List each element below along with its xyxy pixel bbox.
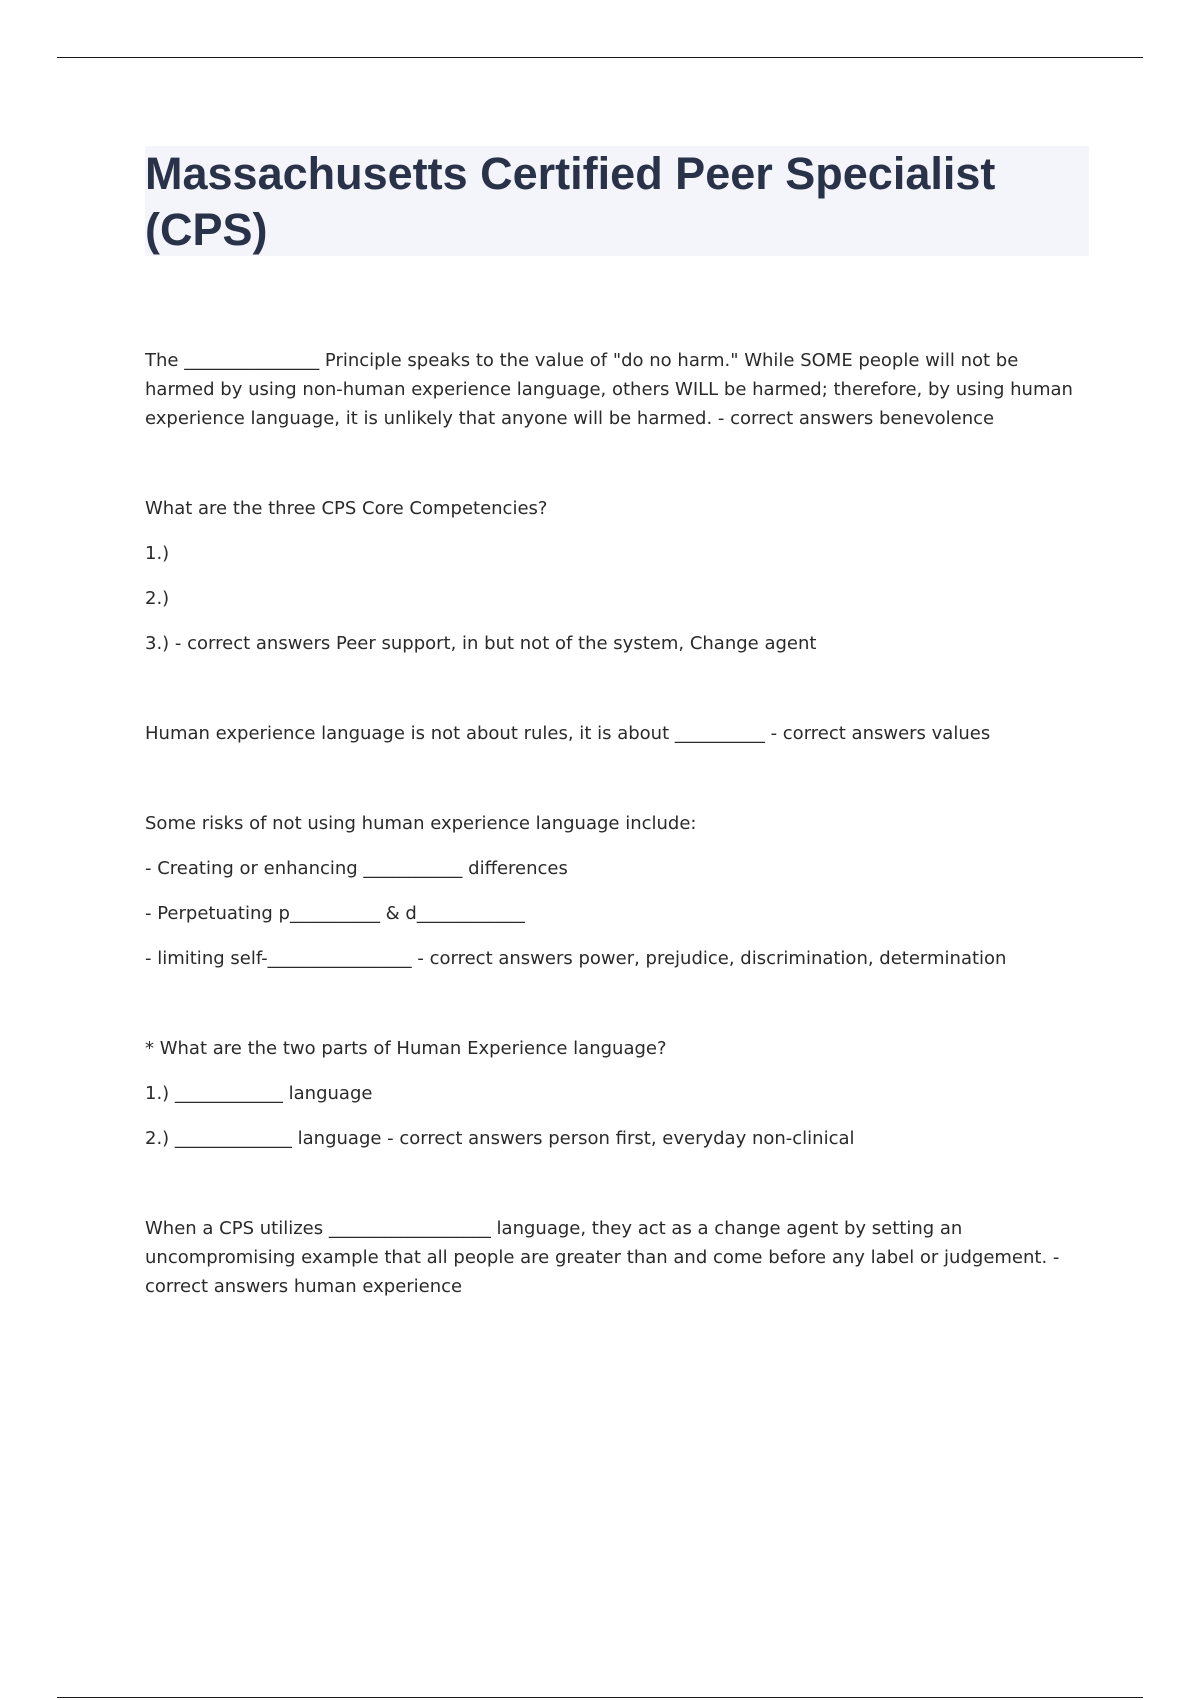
qa-line: - Creating or enhancing ___________ differences [145, 858, 568, 879]
qa-line: 3.) - correct answers Peer support, in but not of the system, Change agent [145, 633, 817, 654]
qa-question: What are the three CPS Core Competencies? [145, 498, 548, 519]
qa-item-two-parts [145, 1034, 1085, 1153]
qa-text: Human experience language is not about rules, it is about __________ - correct answers values [145, 723, 991, 744]
qa-item-benevolence [145, 346, 1085, 433]
qa-item-values [145, 719, 1085, 748]
qa-line: 2.) [145, 588, 170, 609]
qa-item-change-agent [145, 1214, 1085, 1301]
qa-text: When a CPS utilizes __________________ language, they act as a change agent by setting an uncompromising example that all people are greater than and come before any label or judgement. - correct answers human experience [145, 1218, 1060, 1297]
qa-line: - limiting self-________________ - correct answers power, prejudice, discrimination, determination [145, 948, 1007, 969]
qa-item-risks [145, 809, 1085, 973]
qa-line: 1.) ____________ language [145, 1083, 373, 1104]
bottom-divider [57, 1697, 1143, 1698]
qa-question: Some risks of not using human experience language include: [145, 813, 697, 834]
document-body [145, 346, 1085, 1362]
page-title: Massachusetts Certified Peer Specialist (CPS) [145, 148, 996, 255]
qa-line: 1.) [145, 543, 170, 564]
top-divider [57, 57, 1143, 58]
qa-item-core-competencies [145, 494, 1085, 658]
qa-line: - Perpetuating p__________ & d____________ [145, 903, 525, 924]
qa-line: 2.) _____________ language - correct answers person first, everyday non-clinical [145, 1128, 855, 1149]
qa-text: The _______________ Principle speaks to the value of "do no harm." While SOME people will not be harmed by using non-human experience language, others WILL be harmed; therefore, by using human experience language, it is unlikely that anyone will be harmed. - correct answers benevolence [145, 350, 1073, 429]
qa-question: * What are the two parts of Human Experience language? [145, 1038, 667, 1059]
